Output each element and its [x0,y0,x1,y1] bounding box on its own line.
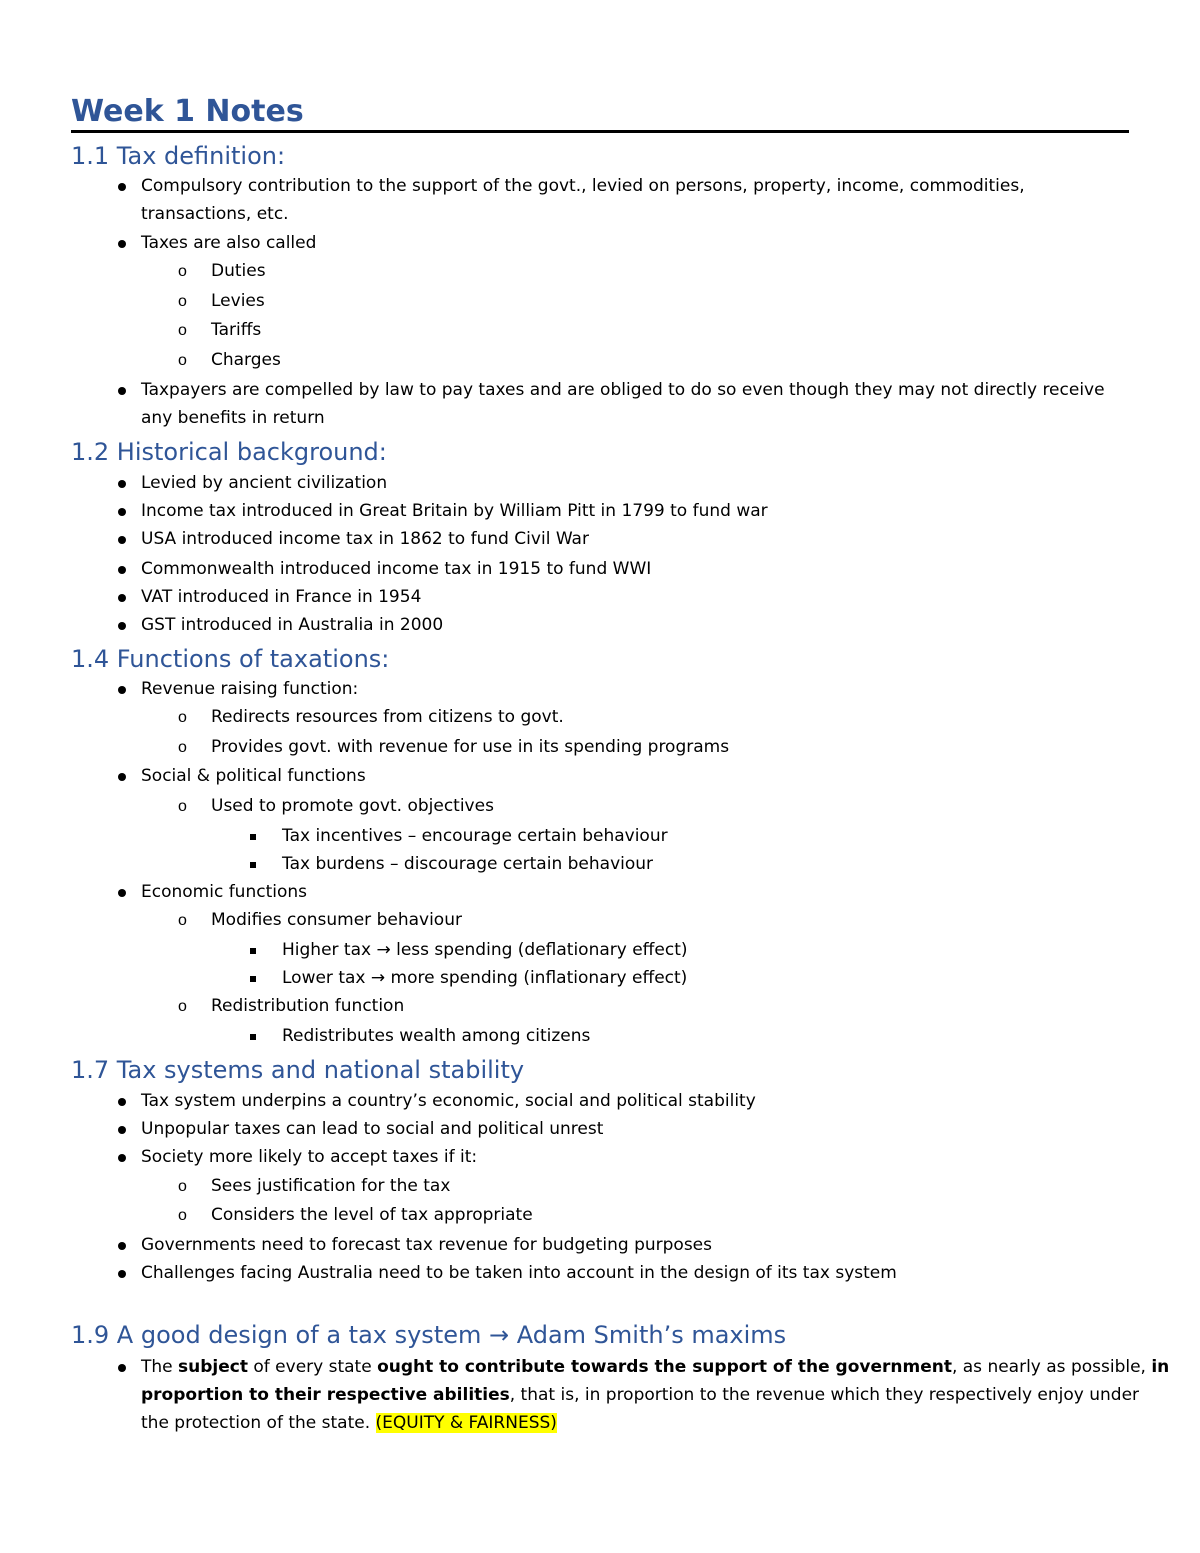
list-item: Levied by ancient civilization [141,473,388,493]
list-item: GST introduced in Australia in 2000 [141,615,444,635]
bullet-icon [118,229,126,257]
bullet-icon [118,555,126,583]
list-item: Revenue raising function: [141,679,359,699]
bullet-icon [118,1353,126,1381]
circle-bullet-icon: o [178,322,187,339]
heading-tax-definition: 1.1 Tax definition: [71,142,286,170]
circle-bullet-icon: o [178,1178,187,1195]
paragraph-line [141,1353,1169,1381]
bullet-icon [118,376,126,404]
bullet-icon [118,1259,126,1287]
sub-list-item: Redistribution function [211,996,405,1016]
bold-text: proportion to their respective abilities [141,1385,510,1405]
title-underline [71,130,1129,133]
circle-bullet-icon: o [178,739,187,756]
bullet-icon [118,1087,126,1115]
list-item: Compulsory contribution to the support of the govt., levied on persons, property, income, commodities, [141,176,1025,196]
paragraph-line [141,1381,1139,1409]
text-run: , that is, in proportion to the revenue which they respectively enjoy under [509,1385,1140,1405]
bullet-icon [118,878,126,906]
circle-bullet-icon: o [178,998,187,1015]
list-item: Commonwealth introduced income tax in 1915 to fund WWI [141,559,652,579]
sub-sub-list-item: Redistributes wealth among citizens [282,1026,591,1046]
text-run: , as nearly as possible, [951,1357,1152,1377]
sub-sub-list-item: Tax burdens – discourage certain behaviour [282,854,654,874]
bullet-icon [118,762,126,790]
list-item: Economic functions [141,882,307,902]
sub-list-item: Modifies consumer behaviour [211,910,462,930]
sub-list-item: Considers the level of tax appropriate [211,1205,533,1225]
sub-list-item: Sees justification for the tax [211,1176,451,1196]
list-item: VAT introduced in France in 1954 [141,587,422,607]
sub-list-item: Provides govt. with revenue for use in its spending programs [211,737,730,757]
paragraph-line [141,1409,557,1437]
bullet-icon [118,583,126,611]
sub-sub-list-item: Tax incentives – encourage certain behaviour [282,826,668,846]
text-run: The [141,1357,179,1377]
bullet-icon [118,1231,126,1259]
bullet-icon [118,1143,126,1171]
list-item: Social & political functions [141,766,366,786]
heading-tax-systems-stability: 1.7 Tax systems and national stability [71,1056,525,1084]
square-bullet-icon [250,936,256,964]
text-run: of every state [247,1357,378,1377]
bold-text: in [1151,1357,1170,1377]
circle-bullet-icon: o [178,912,187,929]
heading-adam-smith-maxims: 1.9 A good design of a tax system → Adam Smith’s maxims [71,1321,787,1349]
list-item: Unpopular taxes can lead to social and political unrest [141,1119,604,1139]
bullet-icon [118,497,126,525]
sub-list-item: Levies [211,291,265,311]
circle-bullet-icon: o [178,709,187,726]
circle-bullet-icon: o [178,293,187,310]
bold-text: subject [178,1357,248,1377]
list-item-continued: transactions, etc. [141,204,289,224]
list-item: Society more likely to accept taxes if it: [141,1147,478,1167]
sub-sub-list-item: Higher tax → less spending (deflationary effect) [282,940,688,960]
list-item: Tax system underpins a country’s economic, social and political stability [141,1091,756,1111]
page-title: Week 1 Notes [71,94,304,129]
circle-bullet-icon: o [178,352,187,369]
sub-list-item: Charges [211,350,281,370]
sub-sub-list-item: Lower tax → more spending (inflationary effect) [282,968,688,988]
list-item: Income tax introduced in Great Britain by William Pitt in 1799 to fund war [141,501,768,521]
bullet-icon [118,172,126,200]
list-item: Governments need to forecast tax revenue for budgeting purposes [141,1235,713,1255]
sub-list-item: Redirects resources from citizens to govt. [211,707,564,727]
bullet-icon [118,1115,126,1143]
list-item: Taxpayers are compelled by law to pay taxes and are obliged to do so even though they may not directly receive [141,380,1105,400]
circle-bullet-icon: o [178,1207,187,1224]
square-bullet-icon [250,822,256,850]
sub-list-item: Tariffs [211,320,262,340]
circle-bullet-icon: o [178,798,187,815]
sub-list-item: Used to promote govt. objectives [211,796,494,816]
bullet-icon [118,525,126,553]
sub-list-item: Duties [211,261,266,281]
bullet-icon [118,469,126,497]
list-item: Taxes are also called [141,233,317,253]
bold-text: ought to contribute towards the support of the government [377,1357,952,1377]
bullet-icon [118,675,126,703]
bullet-icon [118,611,126,639]
square-bullet-icon [250,850,256,878]
list-item: USA introduced income tax in 1862 to fund Civil War [141,529,589,549]
highlighted-text: (EQUITY & FAIRNESS) [375,1413,557,1433]
circle-bullet-icon: o [178,263,187,280]
square-bullet-icon [250,1022,256,1050]
text-run: the protection of the state. [141,1413,376,1433]
list-item-continued: any benefits in return [141,408,325,428]
square-bullet-icon [250,964,256,992]
heading-functions-of-taxations: 1.4 Functions of taxations: [71,645,390,673]
list-item: Challenges facing Australia need to be taken into account in the design of its tax system [141,1263,897,1283]
heading-historical-background: 1.2 Historical background: [71,438,387,466]
